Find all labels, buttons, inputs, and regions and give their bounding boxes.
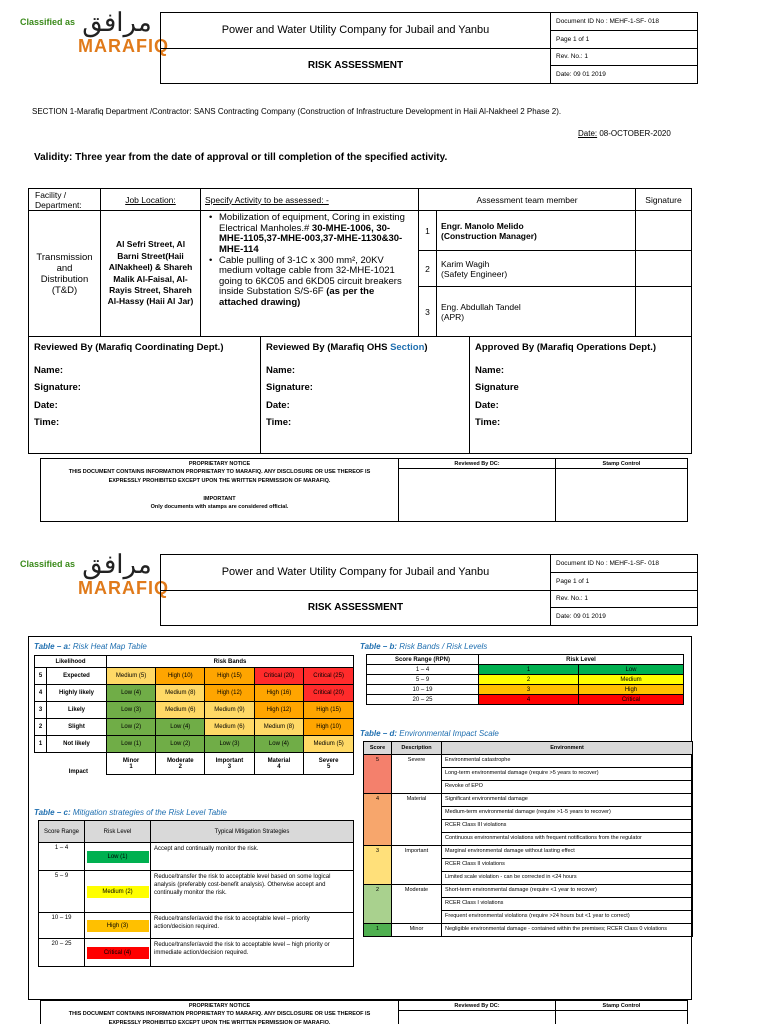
env-row: [364, 755, 693, 768]
impact-3: [205, 753, 254, 775]
env-item: Revoke of EPO: [442, 781, 693, 794]
likelihood-label: Not likely: [47, 736, 107, 753]
env-score: 5: [364, 755, 392, 794]
heat-map-cell: Low (3): [205, 736, 254, 753]
important-1: IMPORTANT: [203, 495, 236, 502]
activity-header-text: Specify Activity to be assessed: -: [205, 194, 329, 205]
table-b-caption: [360, 642, 487, 651]
review-ohs-title-c: ): [424, 342, 428, 353]
doc-date: Date: 09 01 2019: [551, 66, 698, 84]
likelihood-number: 4: [35, 685, 47, 702]
review-operations-title: Approved By (Marafiq Operations Dept.): [475, 342, 657, 353]
classified-label-2: Classified as: [20, 559, 76, 569]
document-header: [160, 12, 698, 84]
official-note-1: Only documents with stamps are considered official.: [150, 504, 289, 510]
activity-1-text: Mobilization of equipment, Coring in existing Electrical Manholes.#: [219, 212, 405, 234]
review-2-date-label: Date:: [266, 399, 290, 411]
env-score: 4: [364, 794, 392, 846]
assessment-form: [28, 188, 692, 337]
env-score: 2: [364, 885, 392, 924]
stamp-control-box-2[interactable]: [555, 1011, 687, 1024]
heat-map-cell: High (12): [254, 702, 304, 719]
impact-5-label: Severe: [318, 757, 339, 764]
team-signature-2[interactable]: [636, 251, 692, 287]
risk-band-level: Low: [579, 665, 684, 675]
heat-map-body: [35, 668, 354, 753]
classified-label: Classified as: [20, 17, 76, 27]
env-row: [364, 794, 693, 807]
env-description: Important: [392, 846, 442, 885]
proprietary-notice-1: [41, 459, 399, 522]
stamp-control-label-2: Stamp Control: [555, 1001, 687, 1011]
heat-map-cell: Medium (6): [205, 719, 254, 736]
risk-band-level: High: [579, 685, 684, 695]
mitigation-row: [39, 871, 354, 913]
rev-no-2: Rev. No.: 1: [551, 590, 698, 608]
score-range-header: Score Range (RPN): [367, 655, 479, 665]
activity-2-text: Cable pulling of 3-1C x 300 mm², 20KV medium voltage cable from 32-MHE-1021 going to 6KC05 and 6KD05 circuit breakers inside Substation S/S-6F: [219, 254, 402, 298]
heat-map-cell: Medium (6): [156, 702, 205, 719]
table-a-caption-label: Table – a:: [34, 642, 71, 651]
env-description: Minor: [392, 924, 442, 937]
mitigation-table: [38, 820, 354, 967]
impact-4-label: Material: [267, 757, 291, 764]
activity-2-note: (as per the attached drawing): [219, 286, 375, 308]
review-coordinating-title: Reviewed By (Marafiq Coordinating Dept.): [34, 342, 224, 353]
env-description: Moderate: [392, 885, 442, 924]
heat-map-row: [35, 702, 354, 719]
likelihood-label: Likely: [47, 702, 107, 719]
review-ohs-title-b: Section: [390, 342, 425, 353]
team-signature-3[interactable]: [636, 287, 692, 337]
mitigation-level-cell: [85, 843, 151, 871]
review-2-name-label: Name:: [266, 364, 296, 376]
team-member-1-name: Engr. Manolo Melido: [441, 220, 524, 231]
heat-map-cell: Medium (9): [205, 702, 254, 719]
mitigation-range: 20 – 25: [39, 939, 85, 967]
team-signature-1[interactable]: [636, 211, 692, 251]
mitigation-range: 5 – 9: [39, 871, 85, 913]
review-2-time-label: Time:: [266, 417, 292, 429]
heat-map-cell: High (10): [156, 668, 205, 685]
logo-arabic: مرافق: [82, 8, 152, 38]
risk-band-level: Medium: [579, 675, 684, 685]
likelihood-number: 1: [35, 736, 47, 753]
review-2-signature-label: Signature:: [266, 382, 313, 394]
table-a-caption: [34, 642, 147, 651]
heat-map-cell: High (15): [205, 668, 254, 685]
risk-band-number: 4: [479, 695, 579, 705]
mitigation-strategy: Reduce/transfer the risk to acceptable level based on some logical analysis (preferably cost-benefit analysis). Otherwise accept and continually monitor the risk.: [151, 871, 354, 913]
notice-title-1: PROPRIETARY NOTICE: [188, 461, 251, 467]
team-member-3-role: (APR): [441, 311, 465, 322]
risk-band-range: 10 – 19: [367, 685, 479, 695]
table-d-caption: [360, 729, 499, 738]
validity-line: Validity: Three year from the date of approval or till completion of the specified activity.: [34, 152, 448, 163]
env-item: Long-term environmental damage (require >5 years to recover): [442, 768, 693, 781]
company-name-2: Power and Water Utility Company for Jubail and Yanbu: [161, 555, 551, 591]
likelihood-number: 3: [35, 702, 47, 719]
marafiq-logo: [78, 8, 169, 57]
risk-band-row: [367, 685, 684, 695]
notice-text-2: THIS DOCUMENT CONTAINS INFORMATION PROPRIETARY TO MARAFIQ. ANY DISCLOSURE OR USE THEREOF IS EXPRESSLY PROHIBITED EXCEPT UPON THE WRITTEN PERMISSION OF MARAFIQ.: [68, 1011, 371, 1024]
impact-2-label: Moderate: [166, 757, 194, 764]
table-d-caption-label: Table – d:: [360, 729, 398, 738]
env-description: Severe: [392, 755, 442, 794]
heat-map-cell: Low (1): [107, 736, 156, 753]
heat-map-row: [35, 668, 354, 685]
mitigation-level-cell: [85, 871, 151, 913]
logo-english: MARAFIQ: [78, 36, 169, 56]
mitigation-row: [39, 843, 354, 871]
env-item: Negligible environmental damage - contained within the premises; RCER Class 0 violations: [442, 924, 693, 937]
mitigation-level: High (3): [87, 920, 149, 932]
review-coordinating: [29, 337, 261, 454]
impact-1: [107, 753, 156, 775]
env-score-header: Score: [364, 742, 392, 755]
table-c-caption-label: Table – c:: [34, 808, 71, 817]
company-name: Power and Water Utility Company for Jubail and Yanbu: [161, 13, 551, 49]
team-member-2: [437, 251, 636, 287]
table-a-caption-name: Risk Heat Map Table: [70, 642, 147, 651]
activity-item-1: [209, 213, 412, 256]
risk-band-row: [367, 695, 684, 705]
heat-map-cell: Critical (25): [304, 668, 354, 685]
mitigation-strategy: Reduce/transfer/avoid the risk to acceptable level – priority action/decision required.: [151, 913, 354, 939]
heat-map-cell: Critical (20): [254, 668, 304, 685]
table-c-caption-name: Mitigation strategies of the Risk Level Table: [70, 808, 227, 817]
impact-3-num: 3: [227, 763, 232, 770]
risk-band-number: 1: [479, 665, 579, 675]
doc-id: Document ID No : MEHF-1-SF- 018: [551, 13, 698, 31]
mitigation-level-cell: [85, 939, 151, 967]
review-ohs-title: [266, 339, 464, 357]
team-member-1-role: (Construction Manager): [441, 230, 537, 241]
env-score: 3: [364, 846, 392, 885]
risk-heat-map-table: [34, 655, 354, 775]
env-item: Limited scale violation - can be corrected in <24 hours: [442, 872, 693, 885]
risk-level-header: Risk Level: [479, 655, 684, 665]
review-ohs: [261, 337, 470, 454]
mitigation-body: [39, 843, 354, 967]
review-3-signature-label: Signature: [475, 382, 519, 394]
likelihood-label: Slight: [47, 719, 107, 736]
date-value: 08-OCTOBER-2020: [597, 129, 671, 138]
review-1-time-label: Time:: [34, 417, 60, 429]
mitigation-range: 1 – 4: [39, 843, 85, 871]
risk-bands-header: Risk Bands: [107, 656, 354, 668]
team-member-3: [437, 287, 636, 337]
table-c-caption: [34, 808, 227, 817]
team-member-2-role: (Safety Engineer): [441, 268, 508, 279]
impact-1-label: Minor: [122, 757, 140, 764]
marafiq-logo-2: [78, 550, 169, 599]
risk-band-number: 3: [479, 685, 579, 695]
environmental-body: [364, 755, 693, 937]
risk-bands-body: [367, 665, 684, 705]
mitigation-strategy-header: Typical Mitigation Strategies: [151, 821, 354, 843]
facility-header: Facility / Department:: [29, 189, 101, 211]
reviewed-dc-label-2: Reviewed By DC:: [399, 1001, 556, 1011]
team-num-1: 1: [419, 211, 437, 251]
proprietary-footer-2: [40, 1000, 688, 1024]
risk-band-level: Critical: [579, 695, 684, 705]
impact-3-label: Important: [215, 757, 244, 764]
logo-english-2: MARAFIQ: [78, 578, 169, 598]
env-item: RCER Class I violations: [442, 898, 693, 911]
env-description: Material: [392, 794, 442, 846]
review-3-name-label: Name:: [475, 364, 505, 376]
env-item: Significant environmental damage: [442, 794, 693, 807]
stamp-control-label-1: Stamp Control: [555, 459, 687, 469]
date-label: Date:: [578, 129, 598, 138]
impact-5: [304, 753, 354, 775]
heat-map-cell: Low (4): [156, 719, 205, 736]
review-operations: [470, 337, 692, 454]
activity-header: [201, 189, 419, 211]
document-title-2: RISK ASSESSMENT: [161, 590, 551, 626]
location-header: [101, 189, 201, 211]
heat-map-row: [35, 685, 354, 702]
heat-map-cell: Low (2): [107, 719, 156, 736]
review-3-time-label: Time:: [475, 417, 501, 429]
risk-bands-table: [366, 654, 684, 705]
heat-map-cell: High (10): [304, 719, 354, 736]
env-item: Continuous environmental violations with frequent notifications from the regulator: [442, 833, 693, 846]
impact-4: [254, 753, 304, 775]
review-ohs-title-a: Reviewed By (Marafiq OHS: [266, 342, 391, 353]
logo-arabic-2: مرافق: [82, 550, 152, 580]
impact-2: [156, 753, 205, 775]
risk-band-row: [367, 675, 684, 685]
date-line: [578, 129, 671, 138]
env-item: Frequent environmental violations (require >24 hours but <1 year to correct): [442, 911, 693, 924]
env-desc-header: Description: [392, 742, 442, 755]
impact-label: Impact: [68, 768, 88, 775]
mitigation-level: Medium (2): [87, 886, 149, 898]
heat-map-cell: Low (4): [254, 736, 304, 753]
impact-4-num: 4: [277, 763, 281, 770]
mitigation-level: Critical (4): [87, 947, 149, 959]
env-score: 1: [364, 924, 392, 937]
impact-5-num: 5: [326, 763, 331, 770]
stamp-control-box-1[interactable]: [555, 469, 687, 522]
risk-band-range: 1 – 4: [367, 665, 479, 675]
doc-id-2: Document ID No : MEHF-1-SF- 018: [551, 555, 698, 573]
location-header-text: Job Location:: [125, 194, 176, 205]
env-item: Marginal environmental damage without lasting effect: [442, 846, 693, 859]
review-1-date-label: Date:: [34, 399, 58, 411]
env-row: [364, 924, 693, 937]
heat-map-cell: Low (4): [107, 685, 156, 702]
mitigation-level-cell: [85, 913, 151, 939]
team-member-2-name: Karim Wagih: [441, 258, 490, 269]
mitigation-strategy: Accept and continually monitor the risk.: [151, 843, 354, 871]
heat-map-cell: High (12): [205, 685, 254, 702]
page-number-2: Page 1 of 1: [551, 572, 698, 590]
likelihood-number: 2: [35, 719, 47, 736]
team-member-1: [437, 211, 636, 251]
team-header: Assessment team member: [419, 189, 636, 211]
env-item: RCER Class II violations: [442, 859, 693, 872]
heat-map-cell: Critical (20): [304, 685, 354, 702]
likelihood-label: Expected: [47, 668, 107, 685]
env-item: Short-term environmental damage (require <1 year to recover): [442, 885, 693, 898]
risk-band-number: 2: [479, 675, 579, 685]
signature-header: Signature: [636, 189, 692, 211]
page-number: Page 1 of 1: [551, 30, 698, 48]
proprietary-footer-1: [40, 458, 688, 522]
environmental-impact-table: [363, 741, 693, 937]
risk-band-range: 5 – 9: [367, 675, 479, 685]
mitigation-row: [39, 913, 354, 939]
likelihood-header: Likelihood: [35, 656, 107, 668]
table-d-caption-name: Environmental Impact Scale: [397, 729, 499, 738]
impact-2-num: 2: [178, 763, 182, 770]
review-3-date-label: Date:: [475, 399, 499, 411]
heat-map-row: [35, 719, 354, 736]
mitigation-level-header: Risk Level: [85, 821, 151, 843]
heat-map-row: [35, 736, 354, 753]
env-item: Medium-term environmental damage (require >1-5 years to recover): [442, 807, 693, 820]
env-item: RCER Class III violations: [442, 820, 693, 833]
heat-map-cell: Medium (8): [156, 685, 205, 702]
proprietary-notice-2: [41, 1001, 399, 1024]
review-1-name-label: Name:: [34, 364, 64, 376]
likelihood-label: Highly likely: [47, 685, 107, 702]
activity-item-2: [209, 256, 412, 309]
heat-map-cell: Medium (8): [254, 719, 304, 736]
mitigation-level: Low (1): [87, 851, 149, 863]
impact-1-num: 1: [129, 763, 133, 770]
heat-map-cell: High (16): [254, 685, 304, 702]
document-title: RISK ASSESSMENT: [161, 48, 551, 84]
team-member-3-name: Eng. Abdullah Tandel: [441, 301, 521, 312]
risk-band-range: 20 – 25: [367, 695, 479, 705]
section-1-line: SECTION 1-Marafiq Department /Contractor: SANS Contracting Company (Construction of Infrastructure Development in Haii Al-Nakheel 2 Phase 2).: [32, 107, 562, 116]
notice-text-1: THIS DOCUMENT CONTAINS INFORMATION PROPRIETARY TO MARAFIQ. ANY DISCLOSURE OR USE THEREOF IS EXPRESSLY PROHIBITED EXCEPT UPON THE WRITTEN PERMISSION OF MARAFIQ.: [68, 469, 371, 484]
mitigation-range: 10 – 19: [39, 913, 85, 939]
reviewed-dc-label-1: Reviewed By DC:: [399, 459, 556, 469]
reviewed-dc-box-2[interactable]: [399, 1011, 556, 1024]
mitigation-row: [39, 939, 354, 967]
reviewed-dc-box-1[interactable]: [399, 469, 556, 522]
heat-map-cell: Low (3): [107, 702, 156, 719]
env-header: Environment: [442, 742, 693, 755]
mitigation-score-header: Score Range: [39, 821, 85, 843]
job-location-value: Al Sefri Street, Al Barni Street(Haii AlNakheel) & Shareh Malik Al-Faisal, Al-Rayis Street, Shareh Al-Hassy (Haii Al Jar): [101, 211, 201, 337]
activity-value: [201, 211, 419, 337]
table-b-caption-label: Table – b:: [360, 642, 398, 651]
heat-map-cell: Medium (5): [304, 736, 354, 753]
table-b-caption-name: Risk Bands / Risk Levels: [397, 642, 488, 651]
rev-no: Rev. No.: 1: [551, 48, 698, 66]
likelihood-number: 5: [35, 668, 47, 685]
facility-value: Transmission and Distribution (T&D): [29, 211, 101, 337]
team-num-2: 2: [419, 251, 437, 287]
env-item: Environmental catastrophe: [442, 755, 693, 768]
activity-1-manholes: 30-MHE-1006, 30-MHE-1105,37-MHE-003,37-MHE-1130&30-MHE-114: [219, 222, 403, 255]
env-row: [364, 885, 693, 898]
team-num-3: 3: [419, 287, 437, 337]
heat-map-cell: Low (2): [156, 736, 205, 753]
review-1-signature-label: Signature:: [34, 382, 81, 394]
review-block: [28, 336, 692, 454]
heat-map-cell: High (15): [304, 702, 354, 719]
notice-title-2: PROPRIETARY NOTICE: [188, 1003, 251, 1009]
doc-date-2: Date: 09 01 2019: [551, 608, 698, 626]
mitigation-strategy: Reduce/transfer/avoid the risk to acceptable level – high priority or immediate action/decision required.: [151, 939, 354, 967]
env-row: [364, 846, 693, 859]
document-header-2: [160, 554, 698, 626]
heat-map-cell: Medium (5): [107, 668, 156, 685]
risk-band-row: [367, 665, 684, 675]
